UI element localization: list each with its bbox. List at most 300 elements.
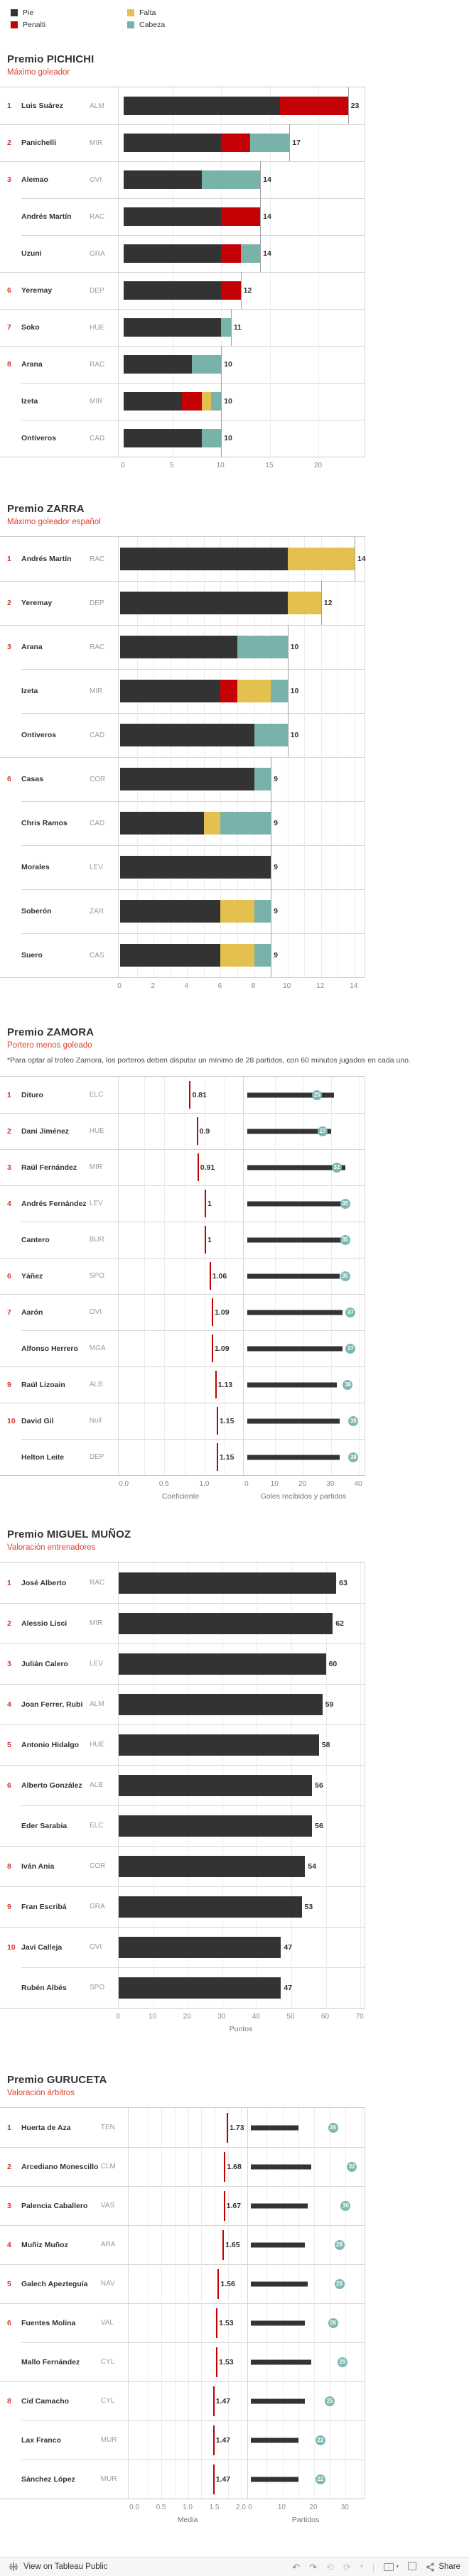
bar-segment-pie[interactable]: [119, 1856, 305, 1877]
table-row: [0, 537, 365, 581]
goals-dot[interactable]: 28: [335, 2240, 345, 2250]
gridline: [164, 1149, 165, 1185]
gridline: [321, 845, 322, 889]
goals-dot[interactable]: 26: [328, 2123, 338, 2133]
gridline: [314, 2225, 315, 2264]
bar-segment-pie[interactable]: [124, 355, 192, 374]
goals-dot[interactable]: 38: [348, 1452, 358, 1462]
matches-bar[interactable]: [251, 2281, 308, 2286]
bar-segment-pie[interactable]: [120, 724, 254, 746]
goals-dot[interactable]: 37: [345, 1308, 355, 1317]
team-code: RAC: [90, 555, 105, 563]
gridline: [201, 2381, 202, 2420]
rank-label: 9: [7, 1380, 11, 1389]
bar-segment-cabeza[interactable]: [202, 170, 260, 189]
goals-dot[interactable]: 38: [348, 1416, 358, 1426]
goals-dot[interactable]: 35: [340, 1271, 350, 1281]
bar-segment-pie[interactable]: [120, 636, 237, 658]
bar-segment-pie[interactable]: [120, 680, 220, 702]
gridline: [188, 2381, 189, 2420]
goals-dot[interactable]: 22: [316, 2474, 325, 2484]
gridline: [144, 1294, 145, 1330]
player-name: Izeta: [21, 687, 38, 695]
bar-segment-pie[interactable]: [119, 1977, 281, 1999]
bar-segment-falta[interactable]: [288, 548, 355, 570]
bar-segment-falta[interactable]: [288, 592, 321, 614]
axis-tick: 0.0: [119, 1480, 129, 1489]
table-row: [0, 1149, 365, 1185]
legend-item-falta[interactable]: [127, 9, 165, 17]
table-row: [0, 1886, 365, 1927]
team-code: OVI: [90, 175, 102, 184]
bar-segment-penalti[interactable]: [220, 680, 237, 702]
matches-bar[interactable]: [251, 2164, 311, 2169]
bar-segment-penalti[interactable]: [221, 281, 240, 300]
bar-segment-cabeza[interactable]: [211, 392, 221, 411]
bar-segment-pie[interactable]: [120, 548, 288, 570]
matches-bar[interactable]: [251, 2477, 298, 2482]
bar-segment-cabeza[interactable]: [241, 244, 260, 263]
gridline: [345, 2303, 346, 2342]
axis-tick: 40: [252, 2013, 260, 2021]
bar-segment-pie[interactable]: [119, 1937, 281, 1958]
bar-segment-cabeza[interactable]: [254, 768, 271, 790]
team-code: ARA: [100, 2241, 116, 2249]
gridline: [175, 2147, 176, 2186]
bar-segment-pie[interactable]: [124, 207, 221, 226]
axis-tick: 10: [283, 982, 291, 990]
total-value-label: 47: [284, 1942, 293, 1952]
total-value-label: 47: [284, 1983, 293, 1992]
team-code: COR: [90, 1862, 106, 1871]
rank-label: 1: [7, 1578, 11, 1587]
player-name: Soko: [21, 323, 40, 332]
stacked-bar: [119, 1775, 312, 1796]
axis-tick: 50: [286, 2013, 295, 2021]
stacked-bar: [120, 592, 321, 614]
bar-segment-pie[interactable]: [120, 900, 220, 923]
rank-label: 10: [7, 1416, 16, 1425]
legend-item-penalti[interactable]: [11, 21, 87, 29]
player-name: Yáñez: [21, 1271, 43, 1281]
bar-segment-pie[interactable]: [124, 97, 280, 115]
value-axis: [118, 2010, 364, 2023]
gridline: [304, 669, 305, 713]
bar-segment-pie[interactable]: [124, 134, 221, 152]
matches-bar[interactable]: [251, 2203, 308, 2208]
player-name: Cid Camacho: [21, 2396, 70, 2406]
goals-dot[interactable]: 28: [335, 2279, 345, 2289]
total-value-label: 14: [357, 555, 366, 563]
bar-segment-pie[interactable]: [119, 1734, 319, 1756]
legend-label: Pie: [23, 9, 34, 17]
coefficient-pane: [128, 2108, 248, 2147]
download-icon[interactable]: ↓ ▾: [384, 2563, 399, 2571]
gridline: [359, 1330, 360, 1366]
rank-label: 1: [7, 1090, 11, 1099]
gridline: [304, 625, 305, 669]
bar-segment-pie[interactable]: [124, 392, 182, 411]
section-zamora: [0, 1026, 469, 1504]
rank-label: 6: [7, 2318, 11, 2327]
bar-segment-pie[interactable]: [124, 281, 221, 300]
matches-pane: [247, 2264, 365, 2303]
goals-dot[interactable]: 35: [340, 1235, 350, 1245]
table-row: [0, 2342, 365, 2381]
gridline: [288, 845, 289, 889]
bar-segment-cabeza[interactable]: [237, 636, 288, 658]
axis-tick: 0: [116, 2013, 120, 2021]
goals-dot[interactable]: 30: [340, 2201, 350, 2211]
matches-bar[interactable]: [251, 2359, 311, 2364]
matches-bar[interactable]: [251, 2320, 304, 2325]
player-name: Mallo Fernández: [21, 2357, 80, 2366]
bar-pane: [118, 1603, 365, 1643]
gridline: [321, 669, 322, 713]
undo-icon[interactable]: ↶: [292, 2561, 301, 2572]
axis-tick: 0: [248, 2504, 252, 2512]
team-code: GRA: [90, 1903, 105, 1911]
goals-dot[interactable]: 25: [325, 2396, 335, 2406]
bar-pane: [118, 889, 365, 933]
coefficient-value: 1.15: [219, 1452, 234, 1462]
goals-dot[interactable]: 29: [338, 2357, 347, 2367]
matches-bar[interactable]: [247, 1201, 345, 1206]
bar-segment-pie[interactable]: [120, 768, 254, 790]
bar-segment-penalti[interactable]: [221, 207, 260, 226]
bar-segment-cabeza[interactable]: [271, 680, 288, 702]
gridline: [241, 2264, 242, 2303]
team-code: OVI: [89, 1308, 102, 1317]
value-axis: [118, 979, 364, 992]
matches-pane: [243, 1294, 365, 1330]
bar-segment-falta[interactable]: [202, 392, 212, 411]
team-code: MIR: [90, 138, 103, 147]
player-name: Panichelli: [21, 138, 57, 147]
revert-icon[interactable]: ⟲: [326, 2561, 334, 2572]
team-code: RAC: [90, 643, 105, 651]
coefficient-value: 1.06: [212, 1271, 227, 1281]
axis-tick: 0.5: [156, 2504, 166, 2512]
matches-bar[interactable]: [251, 2125, 298, 2130]
gridline: [144, 1077, 145, 1113]
table-row: [0, 713, 365, 757]
player-name: Uzuni: [21, 249, 42, 258]
gridline: [148, 2186, 149, 2225]
bar-segment-pie[interactable]: [120, 856, 271, 879]
total-value-label: 60: [328, 1659, 338, 1668]
gridline: [201, 2460, 202, 2499]
gridline: [304, 889, 305, 933]
gridline: [288, 933, 289, 977]
gridline: [345, 2460, 346, 2499]
bar-segment-falta[interactable]: [204, 812, 221, 835]
gridline: [201, 2225, 202, 2264]
gridline: [148, 2264, 149, 2303]
rank-label: 3: [7, 1659, 11, 1668]
bar-segment-cabeza[interactable]: [221, 318, 231, 337]
team-code: MIR: [90, 397, 103, 406]
player-name: Rubén Albés: [21, 1983, 67, 1992]
coefficient-pane: [118, 1439, 244, 1475]
axis-tick: 10: [277, 2504, 286, 2512]
gridline: [241, 2460, 242, 2499]
stacked-bar: [124, 244, 260, 263]
left-axis-title: Coeficiente: [161, 1492, 200, 1501]
legend-label: Falta: [139, 9, 156, 17]
bar-pane: [118, 1563, 365, 1603]
redo-icon[interactable]: ↷: [309, 2561, 318, 2572]
axis-tick: 60: [321, 2013, 330, 2021]
stacked-bar: [119, 1653, 326, 1675]
player-name: Andrés Martín: [21, 555, 72, 563]
table-row: [0, 1927, 365, 1967]
table-row: [0, 2381, 365, 2420]
player-name: Yeremay: [21, 286, 53, 295]
table-row: [0, 1684, 365, 1724]
matches-bar[interactable]: [247, 1310, 342, 1315]
player-name: Galech Apezteguía: [21, 2279, 88, 2288]
gridline: [161, 2108, 162, 2147]
goals-dot[interactable]: 26: [328, 2318, 338, 2328]
table-row: [0, 1077, 365, 1113]
coefficient-value: 0.81: [192, 1090, 207, 1099]
table-row: [0, 845, 365, 889]
matches-bar[interactable]: [247, 1165, 345, 1170]
goals-dot[interactable]: 36: [343, 1380, 352, 1390]
gridline: [164, 1077, 165, 1113]
gridline: [314, 2186, 315, 2225]
bar-segment-pie[interactable]: [119, 1815, 312, 1837]
goals-dot[interactable]: 32: [332, 1163, 342, 1173]
matches-pane: [243, 1403, 365, 1439]
coefficient-pane: [128, 2342, 248, 2381]
pause-dropdown-icon[interactable]: ▾: [360, 2563, 363, 2570]
stacked-bar: [124, 429, 221, 447]
axis-row: [0, 459, 365, 472]
player-name: Eder Sarabia: [21, 1821, 68, 1830]
bar-segment-pie[interactable]: [119, 1694, 323, 1715]
axis-tick: 4: [184, 982, 189, 990]
total-value-label: 9: [274, 819, 278, 827]
axis-title: Puntos: [229, 2025, 253, 2034]
gridline: [241, 2342, 242, 2381]
bar-pane: [118, 801, 365, 845]
bar-segment-cabeza[interactable]: [220, 812, 271, 835]
legend-item-pie[interactable]: [11, 9, 87, 17]
coefficient-value: 1: [207, 1235, 212, 1244]
coefficient-pane: [118, 1222, 244, 1258]
team-code: DEP: [89, 1453, 104, 1462]
matches-bar[interactable]: [247, 1273, 339, 1278]
rank-label: 2: [7, 1126, 11, 1136]
bar-segment-pie[interactable]: [124, 244, 221, 263]
bar-segment-penalti[interactable]: [182, 392, 201, 411]
gridline: [148, 2147, 149, 2186]
gridline: [345, 2225, 346, 2264]
coefficient-pane: [118, 1113, 244, 1149]
table-row: [0, 235, 365, 272]
gridline: [144, 1113, 145, 1149]
matches-pane: [247, 2381, 365, 2420]
gridline: [241, 2420, 242, 2460]
bar-segment-cabeza[interactable]: [254, 900, 271, 923]
bar-segment-falta[interactable]: [220, 900, 254, 923]
share-button[interactable]: [426, 2563, 460, 2572]
gridline: [144, 1258, 145, 1294]
player-name: Joan Ferrer, Rubi: [21, 1700, 83, 1709]
gridline: [321, 801, 322, 845]
axis-tick: 70: [355, 2013, 364, 2021]
gridline: [175, 2460, 176, 2499]
gridline: [164, 1439, 165, 1475]
bar-segment-penalti[interactable]: [221, 134, 250, 152]
matches-bar[interactable]: [251, 2438, 298, 2442]
gridline: [318, 198, 319, 235]
gridline: [144, 1222, 145, 1258]
matches-bar[interactable]: [251, 2398, 304, 2403]
matches-bar[interactable]: [247, 1346, 342, 1351]
team-code: SPO: [90, 1984, 105, 1992]
bar-segment-pie[interactable]: [119, 1896, 302, 1918]
table-row: [0, 801, 365, 845]
table-row: [0, 1185, 365, 1222]
table-row: [0, 2147, 365, 2186]
axis-tick: 10: [149, 2013, 157, 2021]
gridline: [359, 1185, 360, 1222]
gridline: [360, 1967, 361, 2008]
gridline: [161, 2342, 162, 2381]
gridline: [175, 2420, 176, 2460]
gridline: [359, 1403, 360, 1439]
bar-segment-penalti[interactable]: [221, 244, 240, 263]
bar-segment-pie[interactable]: [119, 1775, 312, 1796]
left-axis-title: Media: [177, 2516, 198, 2525]
gridline: [321, 757, 322, 801]
legend-swatch-penalti: [11, 21, 18, 28]
fullscreen-icon[interactable]: [408, 2562, 416, 2572]
table-row: [0, 1967, 365, 2008]
view-on-tableau-public-link[interactable]: [9, 2562, 108, 2572]
gridline: [161, 2460, 162, 2499]
gridline: [175, 2225, 176, 2264]
bar-segment-falta[interactable]: [220, 944, 254, 967]
gridline: [161, 2381, 162, 2420]
gridline: [175, 2186, 176, 2225]
rank-label: 1: [7, 102, 11, 110]
bar-segment-pie[interactable]: [119, 1572, 336, 1594]
team-code: HUE: [90, 323, 105, 332]
bar-segment-cabeza[interactable]: [254, 724, 288, 746]
bar-segment-cabeza[interactable]: [254, 944, 271, 967]
goals-dot[interactable]: 22: [316, 2435, 325, 2445]
goals-dot[interactable]: 37: [345, 1344, 355, 1354]
gridline: [148, 2225, 149, 2264]
gridline: [144, 1330, 145, 1366]
table-row: [0, 1258, 365, 1294]
goals-dot[interactable]: 25: [312, 1090, 322, 1100]
section-guruceta: [0, 2074, 469, 2528]
chart-table: [0, 1562, 365, 2009]
player-name: Dani Jiménez: [21, 1126, 70, 1136]
goals-dot[interactable]: 35: [340, 1199, 350, 1209]
gridline: [164, 1403, 165, 1439]
total-value-label: 10: [224, 434, 232, 442]
view-on-tableau-public-label: View on Tableau Public: [23, 2563, 108, 2571]
bar-segment-falta[interactable]: [237, 680, 271, 702]
bar-pane: [118, 1765, 365, 1805]
bar-segment-cabeza[interactable]: [202, 429, 221, 447]
bar-segment-cabeza[interactable]: [250, 134, 289, 152]
matches-bar[interactable]: [247, 1455, 339, 1460]
stacked-bar: [120, 812, 271, 835]
bar-segment-pie[interactable]: [119, 1653, 326, 1675]
bar-segment-pie[interactable]: [120, 944, 220, 967]
coefficient-pane: [128, 2420, 248, 2460]
matches-bar[interactable]: [251, 2242, 304, 2247]
table-row: [0, 2108, 365, 2147]
stacked-bar: [124, 170, 260, 189]
axis-tick: 6: [217, 982, 222, 990]
goals-dot[interactable]: 27: [318, 1126, 328, 1136]
stacked-bar: [119, 1572, 336, 1594]
bar-segment-pie[interactable]: [124, 429, 202, 447]
bar-segment-pie[interactable]: [120, 592, 288, 614]
table-row: [0, 1113, 365, 1149]
bar-segment-pie[interactable]: [120, 812, 204, 835]
gridline: [144, 1366, 145, 1403]
gridline: [175, 2303, 176, 2342]
right-axis-title: Partidos: [291, 2516, 320, 2525]
total-value-label: 10: [290, 687, 299, 695]
gridline: [161, 2420, 162, 2460]
bar-segment-penalti[interactable]: [280, 97, 348, 115]
axis-row: [0, 979, 365, 992]
goals-dot[interactable]: 32: [347, 2162, 357, 2172]
bar-pane: [118, 1886, 365, 1927]
bar-segment-pie[interactable]: [124, 170, 202, 189]
team-code: MGA: [89, 1344, 106, 1353]
player-name: Chris Ramos: [21, 819, 68, 827]
axis-tick: 0: [117, 982, 122, 990]
gridline: [326, 1846, 327, 1886]
gridline: [326, 1765, 327, 1805]
gridline: [298, 2460, 299, 2499]
bar-segment-cabeza[interactable]: [192, 355, 221, 374]
legend-item-cabeza[interactable]: [127, 21, 165, 29]
refresh-icon[interactable]: ⟳: [343, 2561, 351, 2572]
axis-tick: 2.0: [236, 2504, 246, 2512]
rank-label: 8: [7, 1862, 11, 1871]
matches-bar[interactable]: [247, 1418, 339, 1423]
team-code: TEN: [100, 2124, 115, 2132]
team-code: ELC: [90, 1822, 104, 1830]
matches-bar[interactable]: [247, 1382, 337, 1387]
stacked-bar: [119, 1937, 281, 1958]
rank-label: 2: [7, 1619, 11, 1628]
gridline: [148, 2108, 149, 2147]
coefficient-axis: [128, 2501, 247, 2513]
axis-tick: 15: [265, 462, 274, 469]
bar-segment-pie[interactable]: [119, 1613, 333, 1634]
bar-segment-pie[interactable]: [124, 318, 221, 337]
rank-label: 3: [7, 175, 11, 184]
section-title: Premio PICHICHI: [7, 53, 95, 65]
player-name: Soberón: [21, 907, 52, 915]
matches-bar[interactable]: [247, 1237, 345, 1242]
matches-pane: [243, 1439, 365, 1475]
bar-pane: [118, 1643, 365, 1684]
